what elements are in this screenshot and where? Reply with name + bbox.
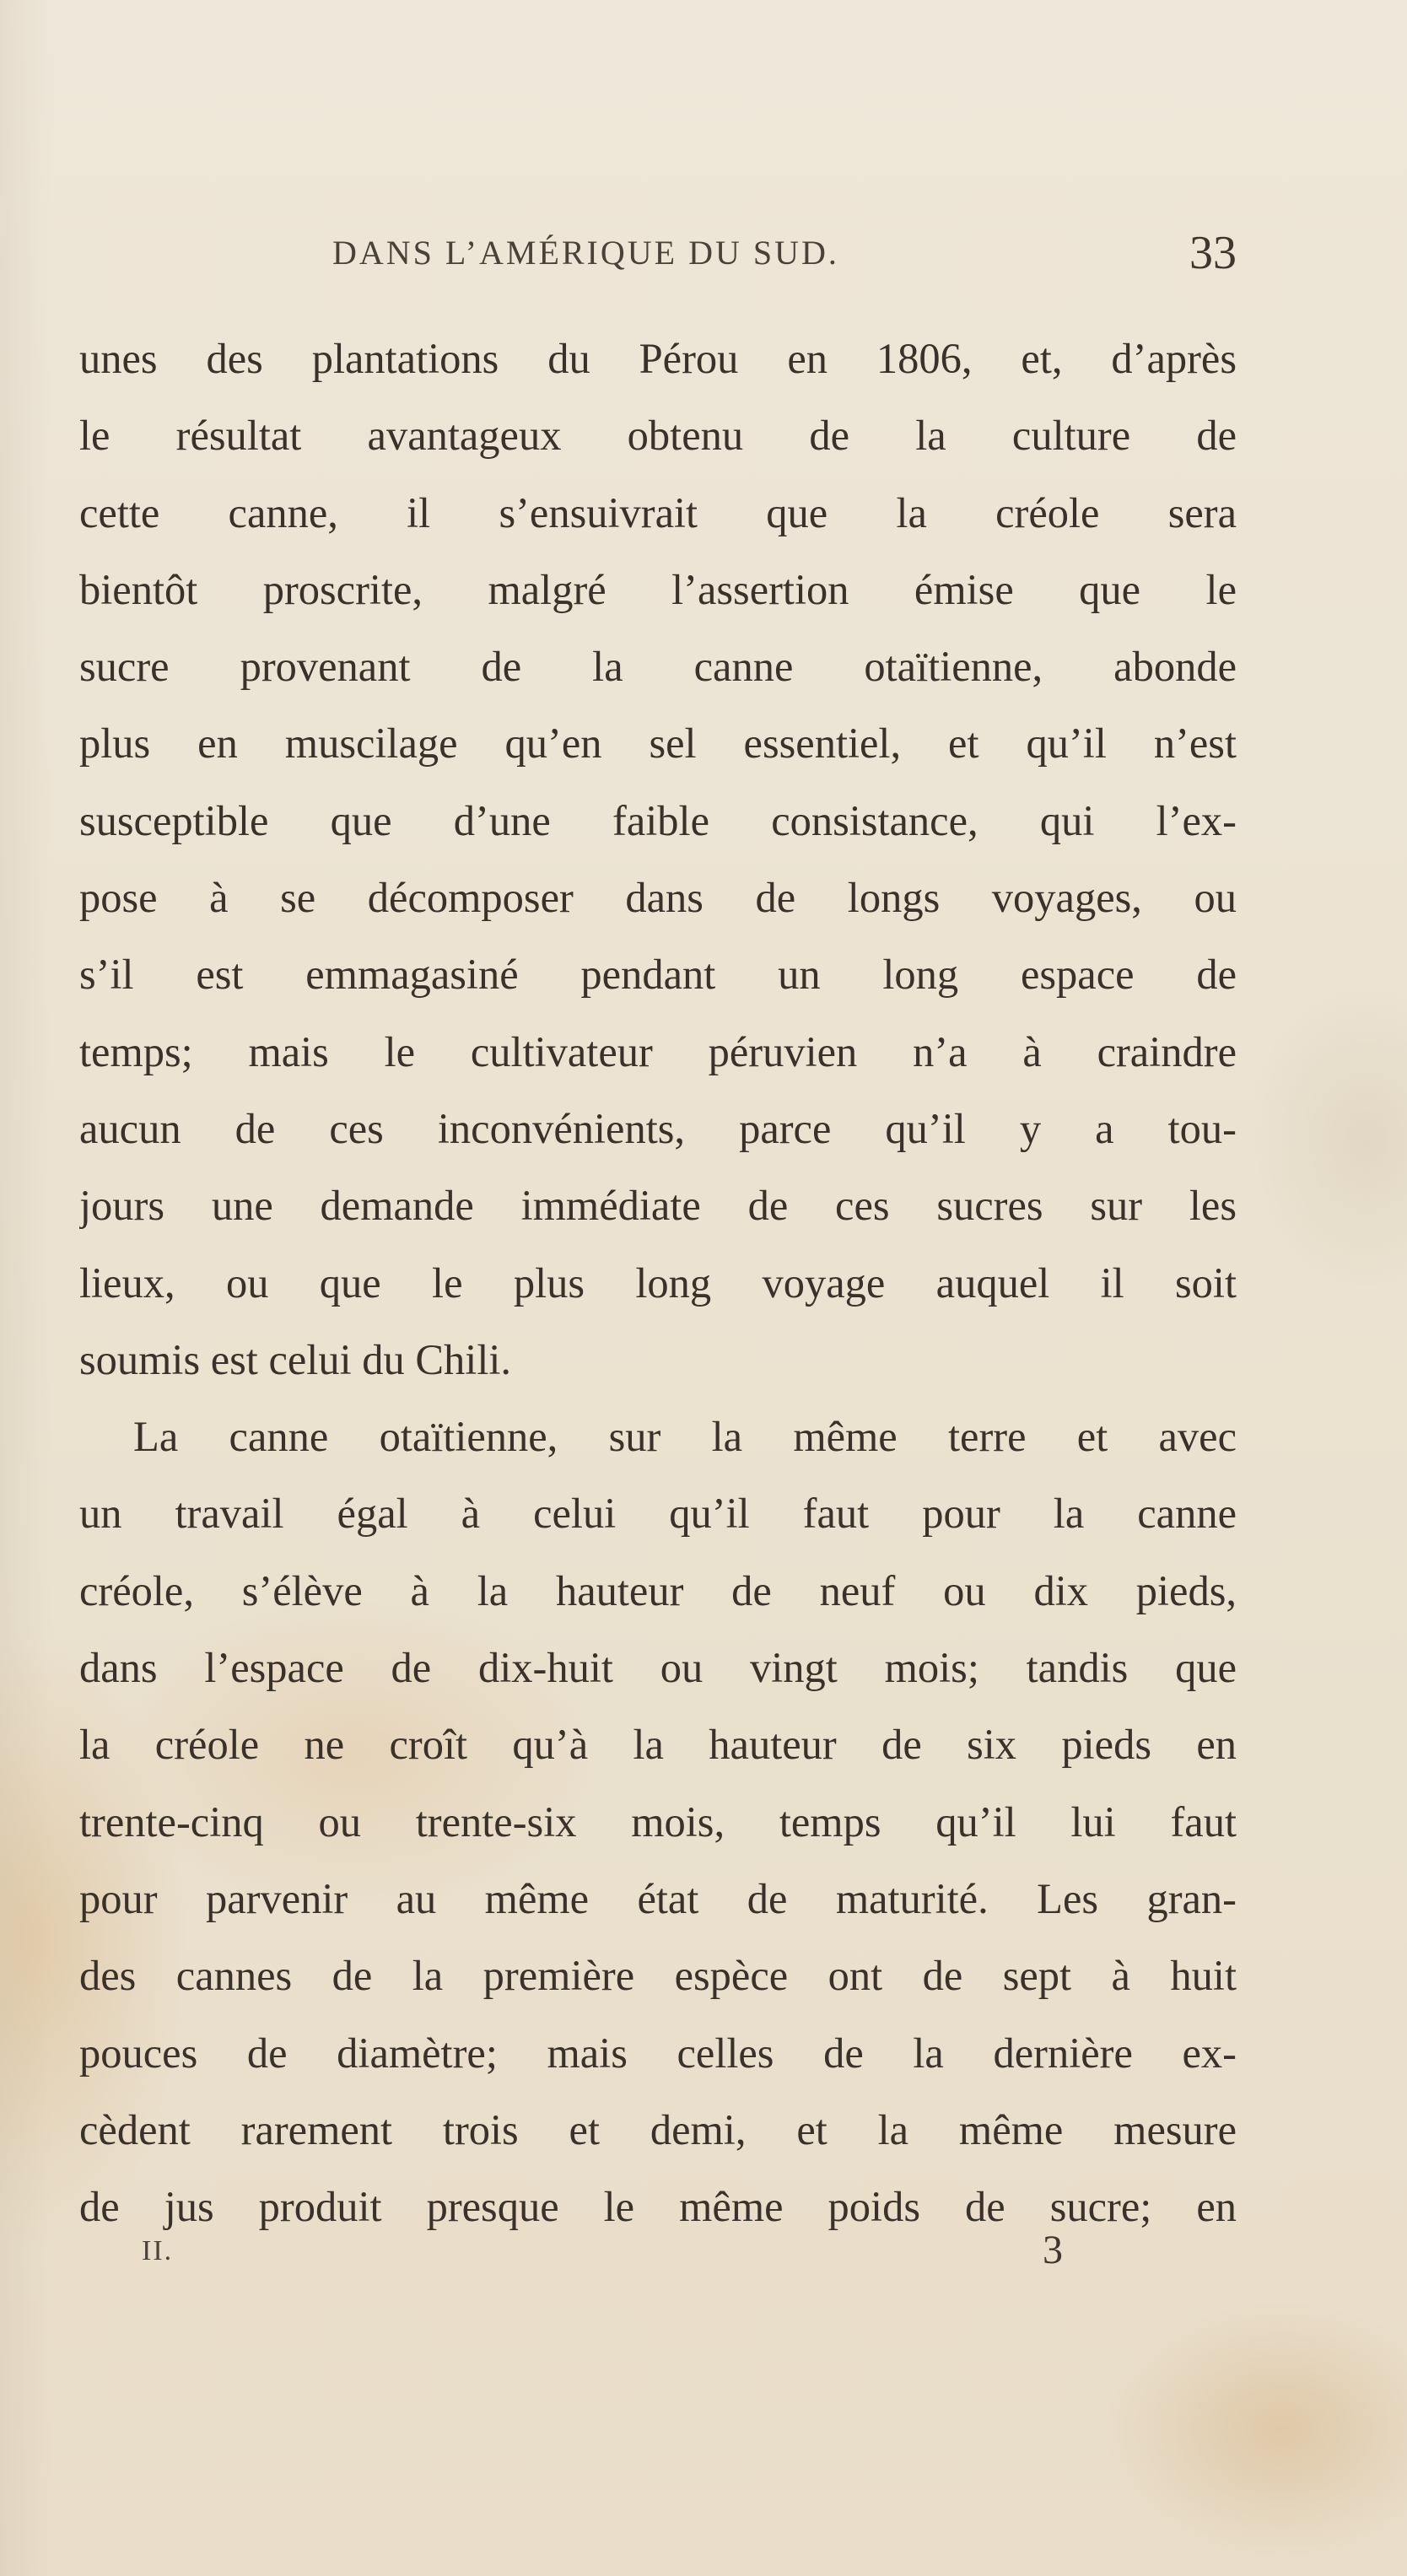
text-line: la créole ne croît qu’à la hauteur de six pieds en (79, 1721, 1237, 1769)
text-line: temps; mais le cultivateur péruvien n’a à craindre (79, 1027, 1237, 1075)
text-line: susceptible que d’une faible consistance, qui l’ex- (79, 796, 1237, 844)
text-line: bientôt proscrite, malgré l’assertion émise que le (79, 565, 1237, 613)
text-line: aucun de ces inconvénients, parce qu’il y a tou- (79, 1104, 1237, 1152)
text-line: sucre provenant de la canne otaïtienne, abonde (79, 643, 1237, 691)
signature-number: 3 (1043, 2228, 1063, 2272)
text-line: plus en muscilage qu’en sel essentiel, et qu’il n’est (79, 719, 1237, 768)
text-line: des cannes de la première espèce ont de sept à huit (79, 1952, 1237, 2000)
text-line: trente-cinq ou trente-six mois, temps qu’il lui faut (79, 1797, 1237, 1846)
text-line: pose à se décomposer dans de longs voyages, ou (79, 874, 1237, 922)
body-text (79, 321, 1237, 2245)
text-line: cette canne, il s’ensuivrait que la créole sera (79, 488, 1237, 536)
text-line: jours une demande immédiate de ces sucres sur les (79, 1182, 1237, 1230)
text-line: le résultat avantageux obtenu de la culture de (79, 412, 1237, 460)
paragraph-first-line: La canne otaïtienne, sur la même terre et avec (133, 1413, 1237, 1461)
volume-signature: II. (142, 2235, 174, 2266)
text-line: s’il est emmagasiné pendant un long espace de (79, 951, 1237, 999)
text-line: dans l’espace de dix-huit ou vingt mois; tandis que (79, 1644, 1237, 1692)
page-number: 33 (1189, 227, 1237, 279)
running-title: DANS L’AMÉRIQUE DU SUD. (332, 234, 839, 272)
text-line: pouces de diamètre; mais celles de la dernière ex- (79, 2029, 1237, 2077)
text-line: cèdent rarement trois et demi, et la même mesure (79, 2105, 1237, 2153)
page-footer (81, 2227, 1093, 2286)
text-line: un travail égal à celui qu’il faut pour la canne (79, 1490, 1237, 1538)
text-line: lieux, ou que le plus long voyage auquel il soit (79, 1258, 1237, 1307)
text-line: de jus produit presque le même poids de sucre; en (79, 2183, 1237, 2231)
text-line: unes des plantations du Pérou en 1806, et, d’après (79, 335, 1237, 382)
page-header (81, 227, 1237, 292)
text-line: pour parvenir au même état de maturité. Les gran- (79, 1874, 1237, 1922)
paragraph-last-line: soumis est celui du Chili. (79, 1335, 512, 1383)
text-line: créole, s’élève à la hauteur de neuf ou dix pieds, (79, 1566, 1237, 1614)
